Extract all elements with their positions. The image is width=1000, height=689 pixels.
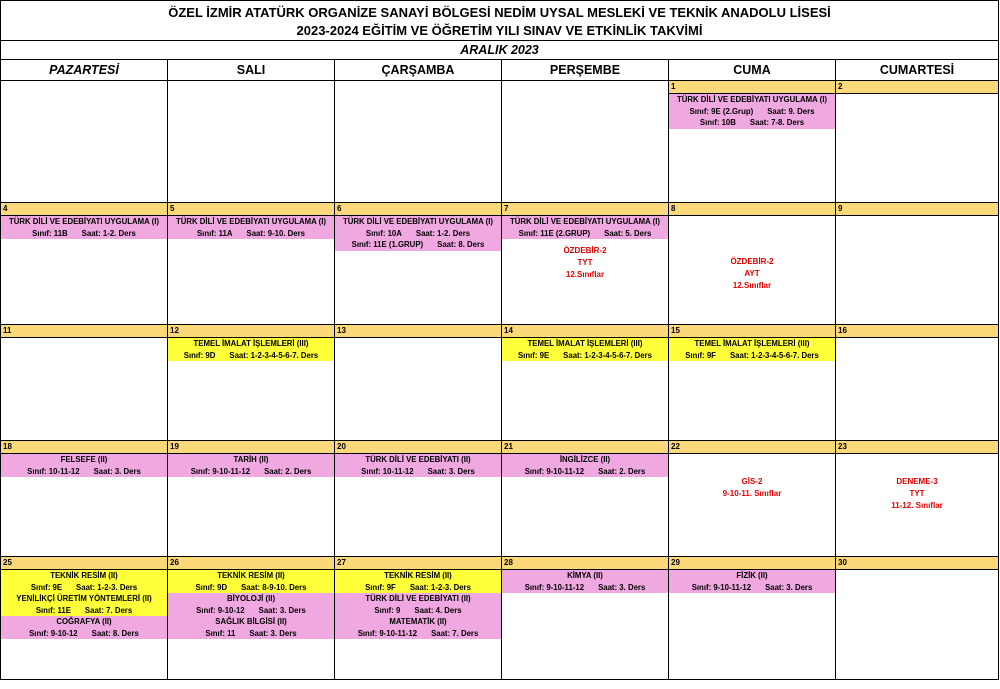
exam-detail-row bbox=[669, 106, 835, 118]
day-number: 14 bbox=[502, 325, 668, 338]
exam-period: Saat: 1-2-3-4-5-6-7. Ders bbox=[229, 350, 319, 360]
day-cell-6 bbox=[335, 203, 502, 325]
exam-period: Saat: 3. Ders bbox=[93, 466, 141, 476]
exam-class: Sınıf: 10A bbox=[365, 228, 402, 238]
exam-subject: KİMYA (II) bbox=[567, 571, 603, 580]
exam-period: Saat: 7-8. Ders bbox=[749, 118, 805, 127]
exam-subject: TARİH (II) bbox=[233, 455, 269, 464]
day-cell-22 bbox=[669, 441, 836, 557]
day-cell-13 bbox=[335, 325, 502, 441]
exam-period: Saat: 2. Ders bbox=[598, 466, 646, 476]
exam-subject: TEKNİK RESİM (II) bbox=[384, 571, 452, 580]
trial-exam-line: TYT bbox=[909, 489, 925, 498]
exam-event bbox=[168, 616, 334, 639]
exam-event bbox=[502, 338, 668, 361]
exam-event bbox=[168, 216, 334, 239]
day-number: 16 bbox=[836, 325, 998, 338]
exam-class: Sınıf: 9E bbox=[517, 350, 550, 360]
exam-period: Saat: 1-2. Ders bbox=[81, 228, 136, 238]
exam-subject: BİYOLOJİ (II) bbox=[226, 594, 276, 603]
exam-detail-row bbox=[335, 582, 501, 594]
day-number: 21 bbox=[502, 441, 668, 454]
exam-detail-row bbox=[1, 605, 167, 617]
trial-exam-note bbox=[669, 476, 835, 500]
day-number: 30 bbox=[836, 557, 998, 570]
exam-subject: TÜRK DİLİ VE EDEBİYATI (II) bbox=[365, 455, 471, 464]
trial-exam-line: 12.Sınıflar bbox=[732, 281, 772, 290]
trial-exam-line: 9-10-11. Sınıflar bbox=[722, 489, 782, 498]
day-cell-14 bbox=[502, 325, 669, 441]
weekday-2: SALI bbox=[168, 60, 335, 80]
exam-event bbox=[168, 593, 334, 616]
exam-class: Sınıf: 9E bbox=[30, 582, 63, 592]
day-cell-26 bbox=[168, 557, 335, 679]
day-number: 15 bbox=[669, 325, 835, 338]
trial-exam-line: TYT bbox=[577, 258, 593, 267]
exam-period: Saat: 1-2-3. Ders bbox=[409, 582, 471, 592]
day-cell-7 bbox=[502, 203, 669, 325]
trial-exam-line: GİS-2 bbox=[741, 477, 763, 486]
exam-period: Saat: 8. Ders bbox=[437, 240, 485, 249]
school-name: ÖZEL İZMİR ATATÜRK ORGANİZE SANAYİ BÖLGESİ NEDİM UYSAL MESLEKİ VE TEKNİK ANADOLU LİSESİ bbox=[168, 5, 831, 20]
day-cell-29 bbox=[669, 557, 836, 679]
exam-subject: İNGİLİZCE (II) bbox=[559, 455, 611, 464]
exam-detail-row bbox=[168, 582, 334, 594]
day-cell-5 bbox=[168, 203, 335, 325]
weekday-header-row bbox=[1, 60, 998, 81]
exam-event bbox=[335, 454, 501, 477]
day-cell-28 bbox=[502, 557, 669, 679]
exam-subject: FİZİK (II) bbox=[736, 571, 768, 580]
exam-subject: TÜRK DİLİ VE EDEBİYATI UYGULAMA (I) bbox=[509, 217, 661, 226]
day-cell-19 bbox=[168, 441, 335, 557]
exam-period: Saat: 3. Ders bbox=[427, 466, 475, 476]
weekday-6: CUMARTESİ bbox=[879, 63, 955, 77]
exam-subject: TÜRK DİLİ VE EDEBİYATI UYGULAMA (I) bbox=[676, 95, 828, 104]
exam-class: Sınıf: 9-10-12 bbox=[196, 605, 245, 615]
exam-class: Sınıf: 11B bbox=[32, 228, 68, 238]
exam-detail-row bbox=[502, 466, 668, 478]
day-number: 9 bbox=[836, 203, 998, 216]
exam-class: Sınıf: 9 bbox=[374, 605, 401, 615]
month-title: ARALIK 2023 bbox=[1, 41, 998, 60]
exam-detail-row bbox=[669, 350, 835, 362]
exam-event bbox=[168, 570, 334, 593]
exam-class: Sınıf: 9D bbox=[195, 582, 228, 592]
exam-event bbox=[335, 593, 501, 616]
exam-period: Saat: 8. Ders bbox=[91, 628, 139, 638]
exam-event bbox=[669, 338, 835, 361]
exam-detail-row bbox=[1, 582, 167, 594]
day-number: 6 bbox=[335, 203, 501, 216]
exam-period: Saat: 9-10. Ders bbox=[246, 228, 306, 238]
exam-detail-row bbox=[669, 117, 835, 129]
day-number: 11 bbox=[1, 325, 167, 338]
exam-detail-row bbox=[168, 350, 334, 362]
day-cell-11 bbox=[1, 325, 168, 441]
exam-detail-row bbox=[502, 228, 668, 240]
day-number: 18 bbox=[1, 441, 167, 454]
exam-detail-row bbox=[168, 605, 334, 617]
exam-detail-row bbox=[502, 582, 668, 594]
trial-exam-line: DENEME-3 bbox=[896, 477, 938, 486]
exam-subject: MATEMATİK (II) bbox=[389, 617, 447, 626]
trial-exam-note bbox=[502, 245, 668, 281]
day-cell-15 bbox=[669, 325, 836, 441]
day-cell-27 bbox=[335, 557, 502, 679]
exam-period: Saat: 1-2. Ders bbox=[415, 228, 471, 238]
exam-event bbox=[1, 216, 167, 239]
exam-subject: TEMEL İMALAT İŞLEMLERİ (III) bbox=[193, 339, 309, 348]
exam-event bbox=[669, 94, 835, 129]
weekday-1: PAZARTESİ bbox=[1, 60, 168, 80]
day-number: 23 bbox=[836, 441, 998, 454]
day-cell-18 bbox=[1, 441, 168, 557]
weekday-5: CUMA bbox=[669, 60, 836, 80]
exam-period: Saat: 4. Ders bbox=[414, 605, 462, 615]
exam-subject: COĞRAFYA (II) bbox=[56, 617, 112, 626]
day-number: 5 bbox=[168, 203, 334, 216]
exam-class: Sınıf: 11E (1.GRUP) bbox=[351, 240, 424, 249]
exam-subject: TEMEL İMALAT İŞLEMLERİ (III) bbox=[694, 339, 810, 348]
exam-period: Saat: 5. Ders bbox=[604, 228, 652, 238]
exam-class: Sınıf: 9-10-11-12 bbox=[357, 628, 418, 638]
exam-detail-row bbox=[335, 239, 501, 251]
weekday-4: PERŞEMBE bbox=[502, 60, 669, 80]
day-number: 13 bbox=[335, 325, 501, 338]
day-cell-2 bbox=[836, 81, 998, 203]
exam-subject: TÜRK DİLİ VE EDEBİYATI UYGULAMA (I) bbox=[342, 217, 494, 226]
exam-subject: FELSEFE (II) bbox=[60, 455, 108, 464]
day-number: 25 bbox=[1, 557, 167, 570]
trial-exam-line: 11-12. Sınıflar bbox=[891, 501, 943, 510]
exam-class: Sınıf: 11E (2.GRUP) bbox=[518, 228, 591, 238]
exam-detail-row bbox=[1, 228, 167, 240]
exam-event bbox=[502, 454, 668, 477]
day-number: 20 bbox=[335, 441, 501, 454]
exam-period: Saat: 1-2-3-4-5-6-7. Ders bbox=[729, 350, 819, 360]
exam-class: Sınıf: 11A bbox=[196, 228, 233, 238]
day-cell-23 bbox=[836, 441, 998, 557]
exam-class: Sınıf: 9-10-11-12 bbox=[524, 582, 585, 592]
day-number: 26 bbox=[168, 557, 334, 570]
exam-class: Sınıf: 10-11-12 bbox=[27, 466, 80, 476]
day-cell-empty bbox=[168, 81, 335, 203]
day-number: 27 bbox=[335, 557, 501, 570]
exam-class: Sınıf: 9E (2.Grup) bbox=[689, 106, 754, 116]
day-cell-30 bbox=[836, 557, 998, 679]
exam-period: Saat: 3. Ders bbox=[249, 628, 297, 638]
exam-event bbox=[168, 338, 334, 361]
exam-period: Saat: 3. Ders bbox=[598, 582, 646, 592]
exam-period: Saat: 9. Ders bbox=[767, 106, 815, 116]
day-number: 1 bbox=[669, 81, 835, 94]
exam-detail-row bbox=[168, 466, 334, 478]
exam-detail-row bbox=[168, 228, 334, 240]
exam-detail-row bbox=[335, 628, 501, 640]
day-number: 22 bbox=[669, 441, 835, 454]
exam-subject: TEMEL İMALAT İŞLEMLERİ (III) bbox=[527, 339, 643, 348]
exam-detail-row bbox=[335, 466, 501, 478]
exam-subject: SAĞLIK BİLGİSİ (II) bbox=[215, 617, 287, 626]
exam-subject: TEKNİK RESİM (II) bbox=[217, 571, 285, 580]
day-number: 2 bbox=[836, 81, 998, 94]
exam-class: Sınıf: 9F bbox=[365, 582, 396, 592]
exam-event bbox=[1, 616, 167, 639]
title-block bbox=[1, 1, 998, 41]
exam-class: Sınıf: 9F bbox=[685, 350, 716, 360]
trial-exam-note bbox=[836, 476, 998, 512]
trial-exam-note bbox=[669, 256, 835, 292]
exam-period: Saat: 1-2-3. Ders bbox=[76, 582, 138, 592]
exam-detail-row bbox=[1, 628, 167, 640]
day-number: 12 bbox=[168, 325, 334, 338]
day-cell-empty bbox=[335, 81, 502, 203]
exam-detail-row bbox=[502, 350, 668, 362]
day-cell-25 bbox=[1, 557, 168, 679]
exam-event bbox=[669, 570, 835, 593]
day-cell-9 bbox=[836, 203, 998, 325]
day-number: 29 bbox=[669, 557, 835, 570]
day-cell-empty bbox=[502, 81, 669, 203]
day-cell-8 bbox=[669, 203, 836, 325]
exam-class: Sınıf: 10-11-12 bbox=[361, 466, 414, 476]
exam-period: Saat: 3. Ders bbox=[258, 605, 306, 615]
day-cell-1 bbox=[669, 81, 836, 203]
exam-event bbox=[1, 454, 167, 477]
exam-class: Sınıf: 9-10-11-12 bbox=[524, 466, 585, 476]
trial-exam-line: ÖZDEBİR-2 bbox=[563, 246, 607, 255]
day-number: 4 bbox=[1, 203, 167, 216]
day-cell-21 bbox=[502, 441, 669, 557]
exam-event bbox=[168, 454, 334, 477]
calendar-grid bbox=[1, 81, 998, 679]
exam-class: Sınıf: 9D bbox=[183, 350, 216, 360]
exam-event bbox=[335, 216, 501, 251]
exam-period: Saat: 7. Ders bbox=[431, 628, 479, 638]
exam-class: Sınıf: 9-10-11-12 bbox=[691, 582, 752, 592]
exam-detail-row bbox=[168, 628, 334, 640]
exam-period: Saat: 1-2-3-4-5-6-7. Ders bbox=[563, 350, 653, 360]
exam-class: Sınıf: 11 bbox=[205, 628, 236, 638]
day-number: 28 bbox=[502, 557, 668, 570]
exam-subject: TEKNİK RESİM (II) bbox=[50, 571, 118, 580]
day-number: 7 bbox=[502, 203, 668, 216]
day-cell-20 bbox=[335, 441, 502, 557]
exam-event bbox=[335, 616, 501, 639]
day-number: 8 bbox=[669, 203, 835, 216]
trial-exam-line: ÖZDEBİR-2 bbox=[730, 257, 774, 266]
exam-class: Sınıf: 11E bbox=[35, 605, 71, 615]
exam-detail-row bbox=[335, 228, 501, 240]
exam-detail-row bbox=[335, 605, 501, 617]
trial-exam-line: 12.Sınıflar bbox=[565, 270, 605, 279]
exam-class: Sınıf: 9-10-11-12 bbox=[190, 466, 251, 476]
exam-detail-row bbox=[669, 582, 835, 594]
exam-class: Sınıf: 9-10-12 bbox=[29, 628, 78, 638]
exam-period: Saat: 3. Ders bbox=[765, 582, 813, 592]
exam-event bbox=[1, 593, 167, 616]
day-cell-12 bbox=[168, 325, 335, 441]
calendar-title: 2023-2024 EĞİTİM VE ÖĞRETİM YILI SINAV VE ETKİNLİK TAKVİMİ bbox=[296, 23, 703, 38]
day-cell-4 bbox=[1, 203, 168, 325]
exam-event bbox=[502, 216, 668, 239]
exam-event bbox=[502, 570, 668, 593]
weekday-3: ÇARŞAMBA bbox=[335, 60, 502, 80]
exam-period: Saat: 7. Ders bbox=[84, 605, 133, 615]
exam-subject: TÜRK DİLİ VE EDEBİYATI UYGULAMA (I) bbox=[175, 217, 327, 226]
trial-exam-line: AYT bbox=[744, 269, 760, 278]
exam-period: Saat: 2. Ders bbox=[264, 466, 312, 476]
exam-detail-row bbox=[1, 466, 167, 478]
exam-class: Sınıf: 10B bbox=[699, 118, 736, 127]
day-cell-16 bbox=[836, 325, 998, 441]
exam-subject: TÜRK DİLİ VE EDEBİYATI (II) bbox=[365, 594, 471, 603]
exam-period: Saat: 8-9-10. Ders bbox=[241, 582, 307, 592]
exam-subject: YENİLİKÇİ ÜRETİM YÖNTEMLERİ (II) bbox=[16, 594, 152, 603]
day-number: 19 bbox=[168, 441, 334, 454]
day-cell-empty bbox=[1, 81, 168, 203]
exam-subject: TÜRK DİLİ VE EDEBİYATI UYGULAMA (I) bbox=[8, 217, 160, 226]
exam-event bbox=[1, 570, 167, 593]
exam-event bbox=[335, 570, 501, 593]
